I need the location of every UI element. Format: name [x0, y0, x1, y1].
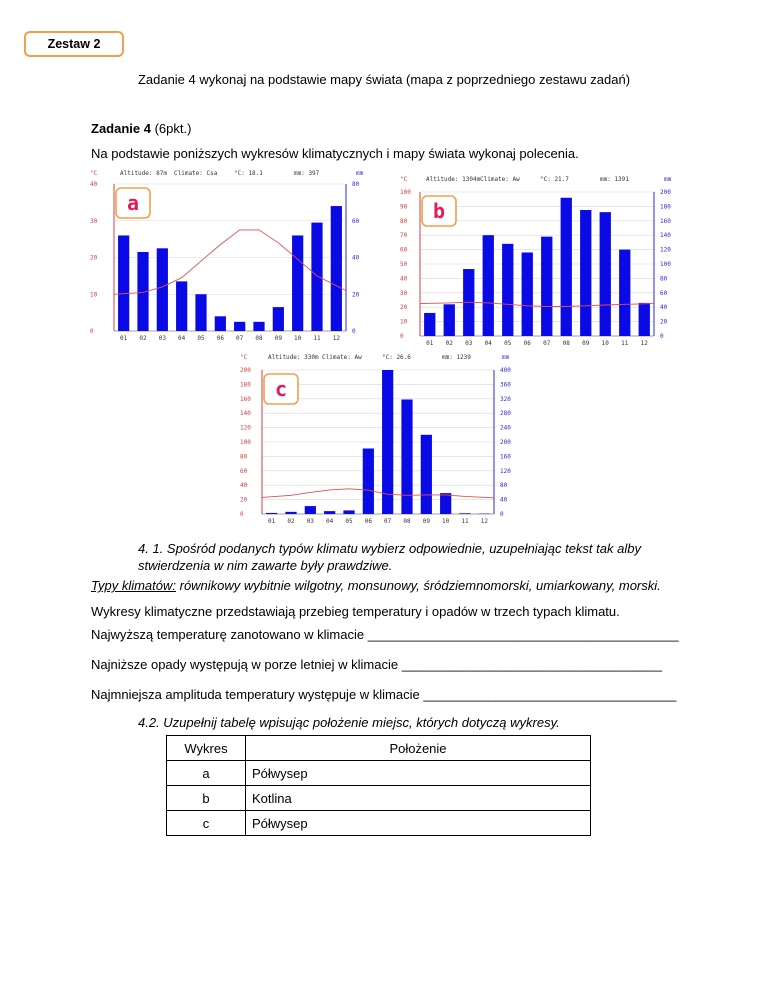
question-4-1-line1: 4. 1. Spośród podanych typów klimatu wybierz odpowiednie, uzupełniając tekst tak alby [138, 541, 641, 556]
chart-label-letter: c [274, 377, 288, 401]
row-chart: c [167, 811, 246, 836]
month-label: 05 [345, 518, 353, 525]
right-tick-label: 240 [500, 424, 511, 432]
month-label: 01 [426, 340, 434, 347]
right-tick-label: 120 [660, 246, 671, 254]
left-tick-label: 40 [240, 482, 248, 490]
row-location[interactable]: Półwysep [246, 811, 591, 836]
climate-chart-a [88, 166, 376, 346]
left-tick-label: 0 [90, 328, 94, 335]
right-tick-label: 40 [660, 304, 668, 312]
left-tick-label: 70 [400, 232, 408, 240]
right-unit-label: mm [356, 170, 364, 177]
precip-bar [195, 294, 206, 331]
precip-bar [483, 235, 494, 336]
month-label: 07 [384, 518, 392, 525]
statement-3[interactable]: Najmniejsza amplituda temperatury występuje w klimacie ___________________________________ [91, 687, 677, 702]
precip-bar [285, 512, 296, 514]
task-number: Zadanie 4 [91, 121, 151, 136]
right-tick-label: 0 [660, 333, 664, 340]
precip-bar [401, 400, 412, 514]
left-tick-label: 160 [240, 395, 251, 403]
precip-bar [522, 252, 533, 336]
temperature-line [420, 302, 654, 306]
precip-bar [292, 235, 303, 331]
set-label: Zestaw 2 [24, 31, 124, 57]
right-tick-label: 160 [500, 453, 511, 461]
right-tick-label: 20 [352, 291, 360, 299]
precip-bar [444, 304, 455, 336]
task-description: Na podstawie poniższych wykresów klimatycznych i mapy świata wykonaj polecenia. [91, 146, 579, 161]
row-chart: a [167, 761, 246, 786]
left-unit-label: °C [400, 176, 408, 183]
table-header-row [167, 736, 591, 761]
left-tick-label: 60 [240, 467, 248, 475]
precip-bar [253, 322, 264, 331]
month-label: 07 [236, 335, 244, 342]
month-label: 05 [504, 340, 512, 347]
month-label: 11 [621, 340, 629, 347]
row-location[interactable]: Półwysep [246, 761, 591, 786]
left-tick-label: 100 [400, 189, 411, 196]
climate-chart-c [238, 350, 522, 528]
precip-bar [234, 322, 245, 331]
precip-bar [541, 237, 552, 336]
month-label: 12 [480, 518, 488, 525]
right-tick-label: 40 [352, 254, 360, 262]
month-label: 10 [601, 340, 609, 347]
left-tick-label: 0 [400, 333, 404, 340]
precip-bar [118, 235, 129, 331]
precip-bar [502, 244, 513, 336]
left-tick-label: 30 [90, 217, 98, 225]
precip-bar [600, 212, 611, 336]
chart-label [116, 188, 150, 218]
table-row [167, 811, 591, 836]
month-label: 04 [484, 340, 492, 347]
month-label: 03 [306, 518, 314, 525]
right-tick-label: 200 [500, 439, 511, 446]
left-tick-label: 30 [400, 289, 408, 297]
annual-precip-label: mm: 1391 [600, 176, 629, 183]
altitude-label: Altitude: 1304m [426, 176, 481, 183]
left-tick-label: 20 [400, 304, 408, 312]
right-tick-label: 20 [660, 318, 668, 326]
header-chart: Wykres [167, 736, 246, 761]
left-tick-label: 10 [400, 318, 408, 326]
month-label: 01 [268, 518, 276, 525]
question-4-1-line2: stwierdzenia w nim zawarte były prawdziwe. [138, 558, 393, 573]
climate-label: Climate: Aw [480, 176, 520, 183]
left-tick-label: 100 [240, 439, 251, 446]
month-label: 11 [313, 335, 321, 342]
climate-label: Climate: Aw [322, 354, 362, 361]
month-label: 12 [640, 340, 648, 347]
row-location[interactable]: Kotlina [246, 786, 591, 811]
chart-label-letter: b [432, 199, 446, 223]
month-label: 01 [120, 335, 128, 342]
month-label: 11 [461, 518, 469, 525]
statement-2[interactable]: Najniższe opady występują w porze letniej w klimacie ____________________________________ [91, 657, 662, 672]
month-label: 08 [255, 335, 263, 342]
month-label: 04 [326, 518, 334, 525]
left-unit-label: °C [90, 170, 98, 177]
month-label: 05 [197, 335, 205, 342]
left-tick-label: 60 [400, 246, 408, 254]
right-tick-label: 200 [660, 189, 671, 196]
question-4-1 [138, 540, 641, 574]
location-table [166, 735, 591, 836]
precip-bar [424, 313, 435, 336]
climate-chart-b [398, 172, 684, 350]
header-location: Położenie [246, 736, 591, 761]
right-tick-label: 140 [660, 232, 671, 240]
chart-label [264, 374, 298, 404]
precip-bar [311, 223, 322, 331]
month-label: 08 [403, 518, 411, 525]
temperature-line [114, 230, 346, 294]
left-tick-label: 80 [240, 453, 248, 461]
precip-bar [580, 210, 591, 336]
month-label: 07 [543, 340, 551, 347]
chart-label-letter: a [126, 191, 140, 215]
task-title [91, 121, 191, 136]
right-tick-label: 280 [500, 410, 511, 418]
left-tick-label: 10 [90, 291, 98, 299]
precip-bar [619, 250, 630, 336]
month-label: 02 [287, 518, 295, 525]
right-tick-label: 160 [660, 217, 671, 225]
month-label: 09 [582, 340, 590, 347]
precip-bar [331, 206, 342, 331]
chart-label [422, 196, 456, 226]
left-tick-label: 40 [90, 181, 98, 188]
precip-bar [440, 493, 451, 514]
annual-precip-label: mm: 1239 [442, 354, 471, 361]
left-unit-label: °C [240, 354, 248, 361]
right-tick-label: 40 [500, 496, 508, 504]
left-tick-label: 20 [240, 496, 248, 504]
month-label: 08 [562, 340, 570, 347]
left-tick-label: 20 [90, 254, 98, 262]
precip-bar [363, 448, 374, 514]
month-label: 02 [445, 340, 453, 347]
climate-label: Climate: Csa [174, 170, 218, 177]
task-points: (6pkt.) [154, 121, 192, 136]
precip-bar [157, 248, 168, 331]
precip-bar [343, 510, 354, 514]
left-tick-label: 120 [240, 424, 251, 432]
left-tick-label: 80 [400, 217, 408, 225]
right-tick-label: 60 [352, 217, 360, 225]
instruction: Zadanie 4 wykonaj na podstawie mapy świata (mapa z poprzedniego zestawu zadań) [137, 72, 631, 87]
right-tick-label: 100 [660, 261, 671, 268]
left-tick-label: 90 [400, 203, 408, 211]
precip-bar [382, 370, 393, 514]
precip-bar [305, 506, 316, 514]
left-tick-label: 140 [240, 410, 251, 418]
right-tick-label: 400 [500, 367, 511, 374]
precip-bar [421, 435, 432, 514]
precip-bar [561, 198, 572, 336]
row-chart: b [167, 786, 246, 811]
mean-temp-label: °C: 21.7 [540, 176, 569, 183]
climate-types-list: równikowy wybitnie wilgotny, monsunowy, śródziemnomorski, umiarkowany, morski. [176, 578, 661, 593]
intro-sentence: Wykresy klimatyczne przedstawiają przebieg temperatury i opadów w trzech typach klimatu. [91, 604, 620, 619]
right-tick-label: 180 [660, 203, 671, 211]
month-label: 09 [274, 335, 282, 342]
precip-bar [266, 513, 277, 514]
right-tick-label: 360 [500, 381, 511, 389]
altitude-label: Altitude: 87m [120, 170, 167, 177]
month-label: 10 [294, 335, 302, 342]
month-label: 06 [523, 340, 531, 347]
right-tick-label: 320 [500, 395, 511, 403]
altitude-label: Altitude: 330m [268, 354, 319, 361]
month-label: 04 [178, 335, 186, 342]
month-label: 03 [465, 340, 473, 347]
precip-bar [639, 303, 650, 336]
mean-temp-label: °C: 26.6 [382, 354, 411, 361]
left-tick-label: 200 [240, 367, 251, 374]
month-label: 03 [158, 335, 166, 342]
right-tick-label: 0 [500, 511, 504, 518]
question-4-2: 4.2. Uzupełnij tabelę wpisując położenie miejsc, których dotyczą wykresy. [138, 715, 560, 730]
left-tick-label: 40 [400, 275, 408, 283]
precip-bar [273, 307, 284, 331]
statement-1[interactable]: Najwyższą temperaturę zanotowano w klimacie ___________________________________________ [91, 627, 679, 642]
month-label: 09 [422, 518, 430, 525]
right-unit-label: mm [502, 354, 510, 361]
month-label: 12 [332, 335, 340, 342]
precip-bar [176, 281, 187, 331]
climate-types [91, 578, 661, 593]
table-row [167, 761, 591, 786]
right-tick-label: 120 [500, 467, 511, 475]
precip-bar [215, 316, 226, 331]
right-unit-label: mm [664, 176, 672, 183]
precip-bar [459, 513, 470, 514]
precip-bar [324, 511, 335, 514]
month-label: 10 [442, 518, 450, 525]
month-label: 06 [216, 335, 224, 342]
right-tick-label: 80 [352, 181, 360, 188]
left-tick-label: 180 [240, 381, 251, 389]
right-tick-label: 80 [500, 482, 508, 490]
right-tick-label: 80 [660, 275, 668, 283]
table-row [167, 786, 591, 811]
left-tick-label: 0 [240, 511, 244, 518]
month-label: 06 [364, 518, 372, 525]
left-tick-label: 50 [400, 261, 408, 268]
temperature-line [262, 489, 494, 498]
month-label: 02 [139, 335, 147, 342]
annual-precip-label: mm: 397 [294, 170, 320, 177]
right-tick-label: 0 [352, 328, 356, 335]
climate-types-label: Typy klimatów: [91, 578, 176, 593]
mean-temp-label: °C: 18.1 [234, 170, 263, 177]
right-tick-label: 60 [660, 289, 668, 297]
